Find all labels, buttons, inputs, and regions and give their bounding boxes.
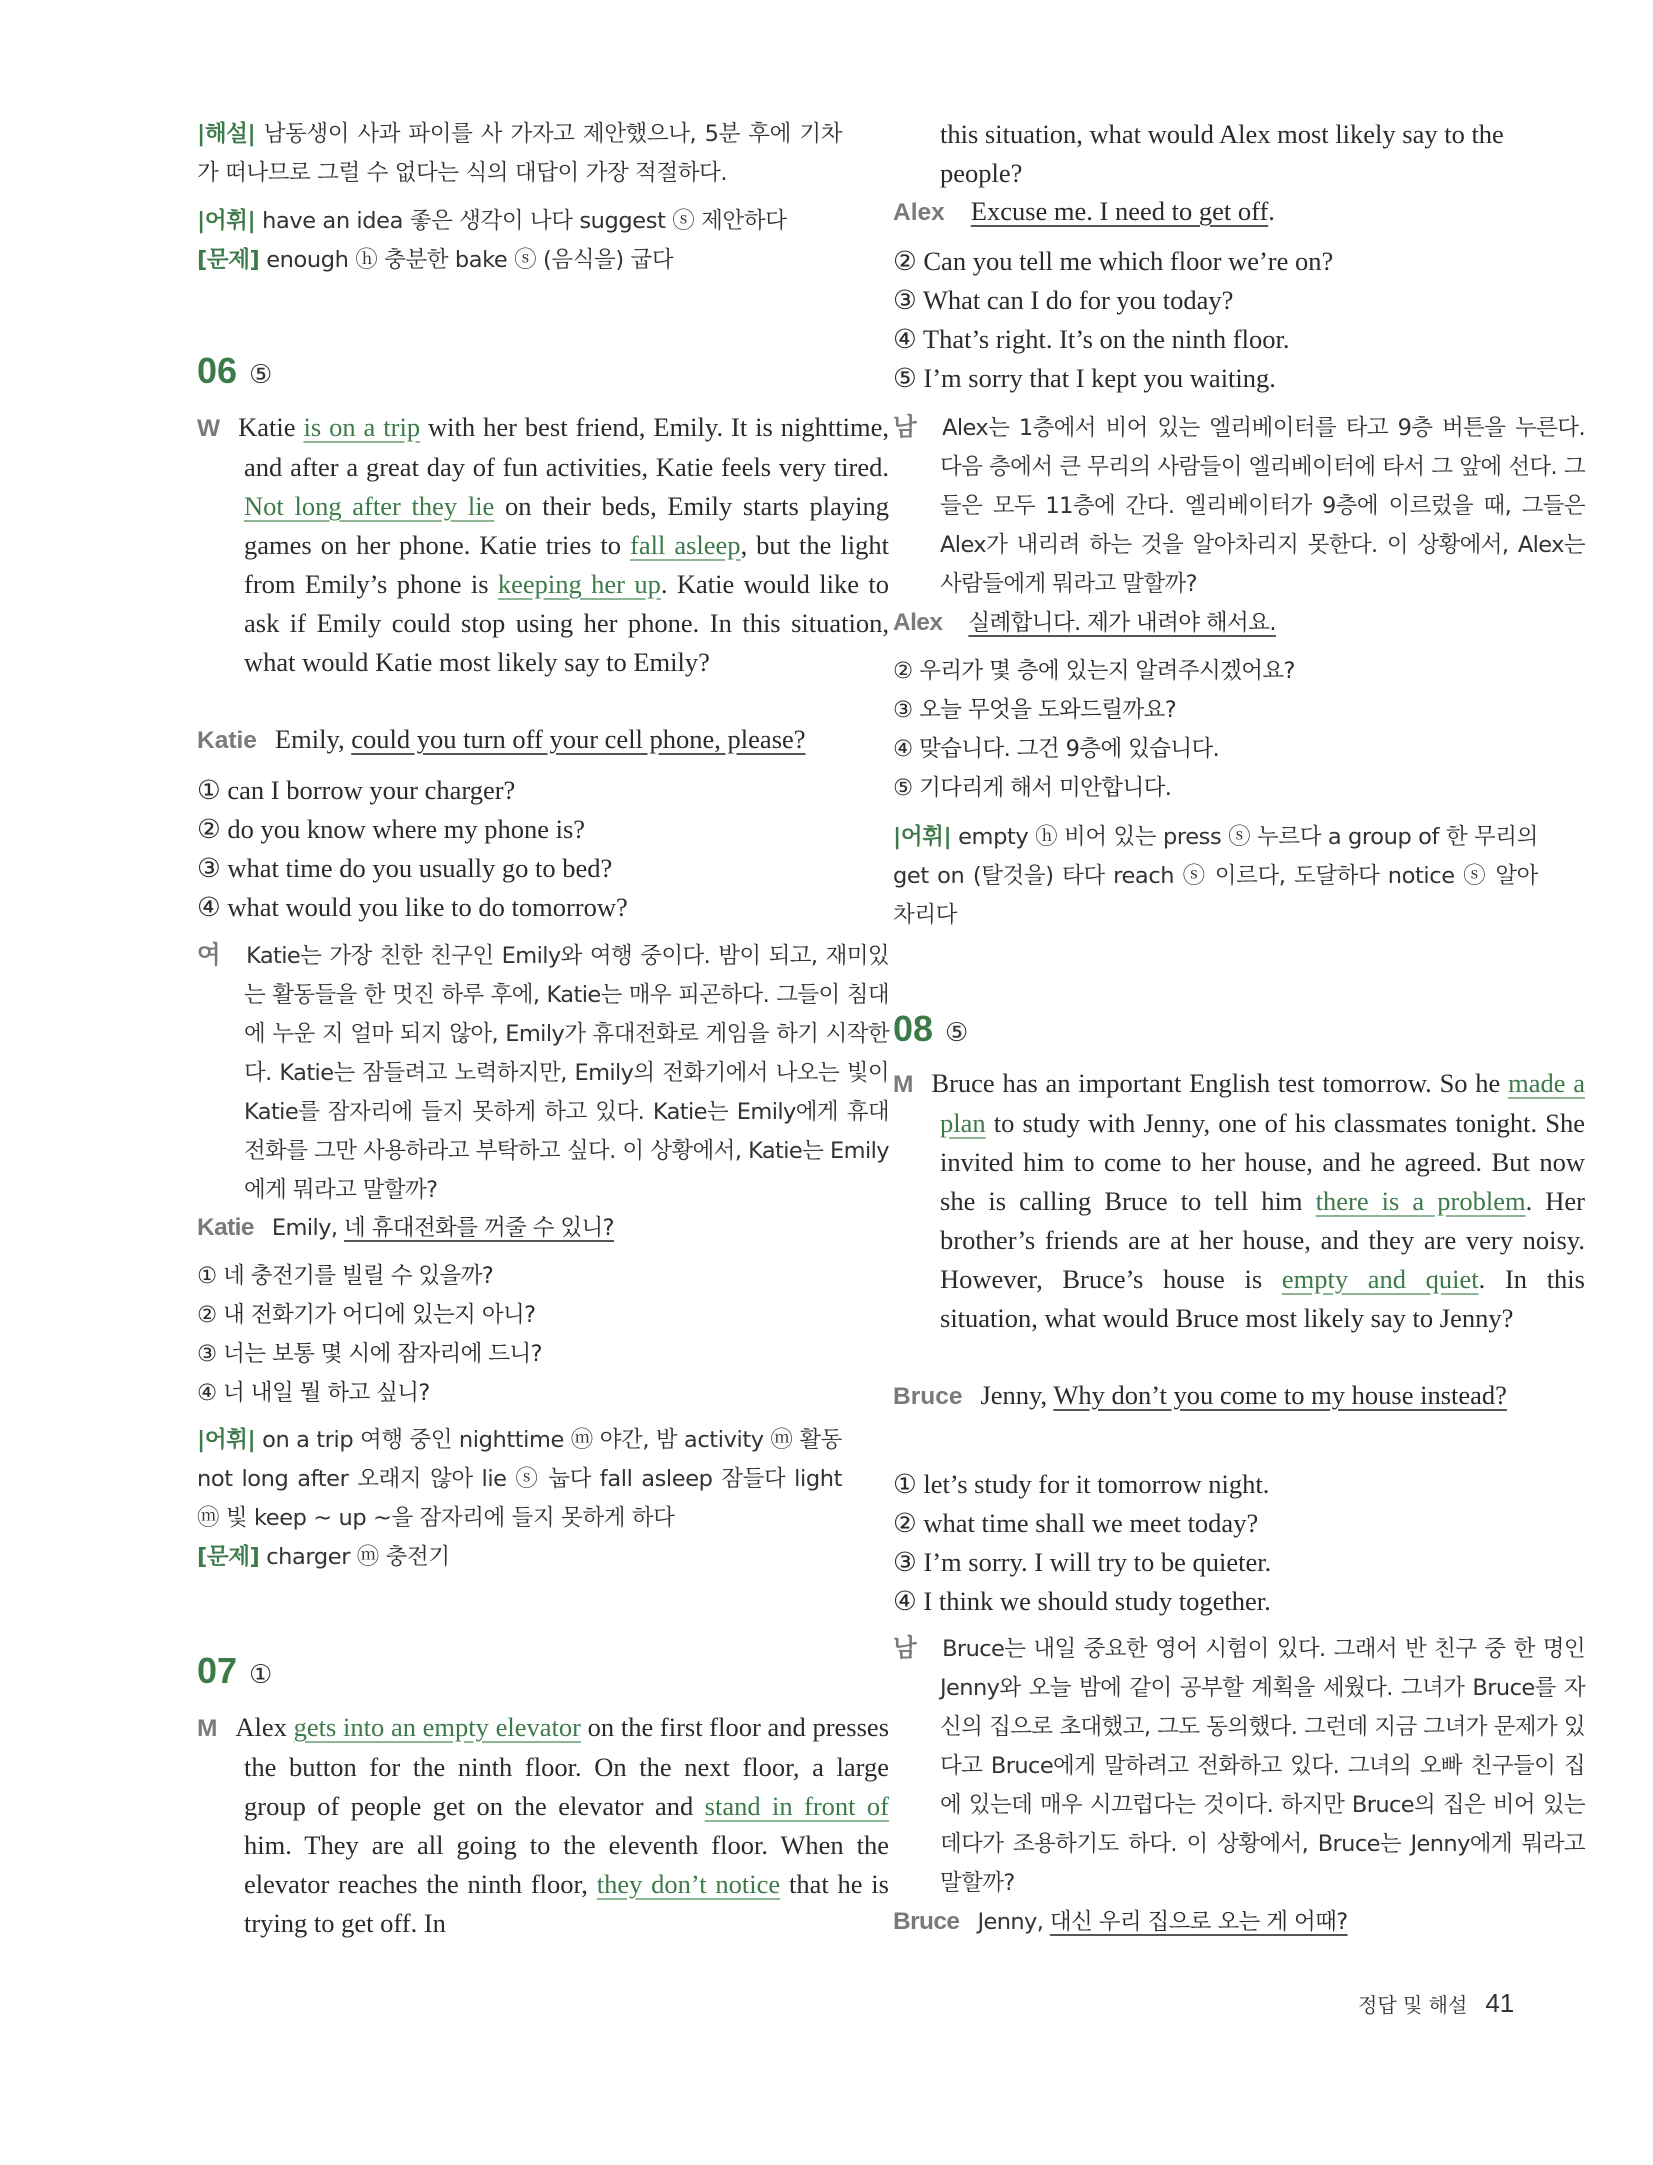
vocab-question-label: [문제] xyxy=(197,1544,260,1570)
speaker-label: Alex xyxy=(893,199,945,226)
script-07 xyxy=(197,1708,889,1943)
response-text: . xyxy=(1268,196,1275,226)
question-number: 06 xyxy=(197,350,238,391)
choice-item: ② do you know where my phone is? xyxy=(197,814,586,844)
question-header-07 xyxy=(197,1650,842,1692)
blank-answer: fall asleep xyxy=(630,530,741,560)
response-answer: 네 휴대전화를 꺼줄 수 있니? xyxy=(343,1215,615,1241)
answer-mark: ⑤ xyxy=(249,360,273,390)
speaker-label: M xyxy=(893,1071,914,1098)
blank-answer: is on a trip xyxy=(303,412,421,442)
speaker-label: Bruce xyxy=(893,1908,960,1935)
script-text: Katie xyxy=(238,412,304,442)
translation-text: Bruce는 내일 중요한 영어 시험이 있다. 그래서 반 친구 중 한 명인 Jenny와 오늘 밤에 같이 공부할 계획을 세웠다. 그녀가 Bruce를 자신의 집으로 초대했고, 그도 동의했다. 그런데 지금 그녀가 문제가 있다고 Bruce에게 말하려고 전화하고 있다. 그녀의 오빠 친구들이 집에 있는데 매우 시끄럽다는 것이다. 하지만 Bruce의 집은 비어 있는데다가 조용하기도 하다. 이 상황에서, Bruce는 Jenny에게 뭐라고 말할까? xyxy=(940,1636,1585,1896)
script-text: him. They are all going to the eleventh floor. When the elevator reaches the ninth floor, xyxy=(244,1830,889,1899)
vocab-block-07 xyxy=(893,818,1538,935)
script-text: on their beds, Emily starts playing games on her phone. Katie tries to xyxy=(244,491,889,560)
choice-item: ① 네 충전기를 빌릴 수 있을까? xyxy=(197,1263,494,1289)
response-08 xyxy=(893,1376,1585,1416)
vocab-block-06 xyxy=(197,1421,842,1577)
vocab-text: on a trip 여행 중인 nighttime ⓜ 야간, 밤 activity ⓜ 활동 not long after 오래지 않아 lie ⓢ 눕다 fall asleep 잠들다 light ⓜ 빛 keep ~ up ~을 잠자리에 들지 못하게 하다 xyxy=(197,1427,842,1531)
script-text: that he is trying to get off. In xyxy=(244,1869,889,1938)
response-text: Emily, xyxy=(274,724,352,754)
speaker-label: M xyxy=(197,1715,218,1742)
vocab-text: have an idea 좋은 생각이 나다 suggest ⓢ 제안하다 xyxy=(262,208,787,234)
script-text: this situation, what would Alex most likely say to the people? xyxy=(940,119,1504,188)
choice-item: ② 내 전화기가 어디에 있는지 아니? xyxy=(197,1302,536,1328)
translation-response-08 xyxy=(893,1902,1538,1942)
vocab-question-label: [문제] xyxy=(197,247,260,273)
blank-answer: there is a problem xyxy=(1315,1186,1526,1216)
blank-answer: made a plan xyxy=(940,1068,1585,1138)
speaker-label: Bruce xyxy=(893,1383,963,1410)
choice-item: ② 우리가 몇 층에 있는지 알려주시겠어요? xyxy=(893,658,1295,684)
translation-07 xyxy=(893,408,1585,604)
page-footer xyxy=(1358,1988,1528,2019)
blank-answer: empty and quiet xyxy=(1281,1264,1479,1294)
translation-choices-06 xyxy=(197,1257,842,1413)
blank-answer: gets into an empty elevator xyxy=(293,1712,581,1742)
choice-item: ④ 맞습니다. 그건 9층에 있습니다. xyxy=(893,736,1220,762)
response-answer: Why don’t you come to my house instead? xyxy=(1053,1380,1507,1410)
script-text: with her best friend, Emily. It is nighttime, and after a great day of fun activities, Katie feels very tired. xyxy=(244,412,889,482)
vocab-question-text: enough ⓗ 충분한 bake ⓢ (음식을) 굽다 xyxy=(266,247,674,273)
script-08 xyxy=(893,1064,1585,1338)
translation-response-06 xyxy=(197,1208,842,1248)
response-answer: could you turn off your cell phone, please? xyxy=(351,724,806,754)
vocab-question-text: charger ⓜ 충전기 xyxy=(266,1544,450,1570)
speaker-label: 남 xyxy=(893,1635,917,1662)
speaker-label: W xyxy=(197,415,221,442)
script-text: Alex xyxy=(235,1712,294,1742)
section-label: 정답 및 해설 xyxy=(1358,1993,1468,2017)
script-text: . Katie would like to ask if Emily could stop using her phone. In this situation, what would Katie most likely say to Emily? xyxy=(244,569,889,677)
question-header-08 xyxy=(893,1008,1538,1050)
response-answer: 대신 우리 집으로 오는 게 어때? xyxy=(1049,1909,1348,1935)
response-answer: 실례합니다. 제가 내려야 해서요. xyxy=(968,610,1276,636)
choice-item: ③ 오늘 무엇을 도와드릴까요? xyxy=(893,697,1177,723)
translation-06 xyxy=(197,936,889,1210)
choice-item: ① can I borrow your charger? xyxy=(197,775,516,805)
blank-answer: Not long after they lie xyxy=(244,491,495,521)
translation-response-07 xyxy=(893,603,1538,643)
script-text: Bruce has an important English test tomorrow. So he xyxy=(931,1068,1509,1098)
answer-mark: ① xyxy=(249,1660,273,1690)
choice-item: ③ I’m sorry. I will try to be quieter. xyxy=(893,1547,1272,1577)
speaker-label: Alex xyxy=(893,609,943,636)
translation-08 xyxy=(893,1629,1585,1903)
choice-item: ④ I think we should study together. xyxy=(893,1586,1271,1616)
script-text: , but the light from Emily’s phone is xyxy=(244,530,890,599)
translation-text: Katie는 가장 친한 친구인 Emily와 여행 중이다. 밤이 되고, 재미있는 활동들을 한 멋진 하루 후에, Katie는 매우 피곤하다. 그들이 침대에 누운 지 얼마 되지 않아, Emily가 휴대전화로 게임을 하기 시작한다. Katie는 잠들려고 노력하지만, Emily의 전화기에서 나오는 빛이 Katie를 잠자리에 들지 못하게 하고 있다. Katie는 Emily에게 휴대전화를 그만 사용하라고 부탁하고 싶다. 이 상황에서, Katie는 Emily에게 뭐라고 말할까? xyxy=(244,943,889,1203)
blank-answer: they don’t notice xyxy=(596,1869,781,1899)
choices-07 xyxy=(893,242,1538,398)
vocab-label: |어휘| xyxy=(197,208,256,234)
choice-item: ⑤ I’m sorry that I kept you waiting. xyxy=(893,363,1276,393)
response-text: Jenny, xyxy=(980,1380,1054,1410)
choice-item: ⑤ 기다리게 해서 미안합니다. xyxy=(893,775,1172,801)
script-text: . In this situation, what would Bruce most likely say to Jenny? xyxy=(940,1264,1585,1333)
response-07 xyxy=(893,192,1538,232)
explanation-label: |해설| xyxy=(197,121,256,147)
page-number: 41 xyxy=(1485,1988,1515,2018)
question-header-06 xyxy=(197,350,842,392)
vocab-label: |어휘| xyxy=(893,824,952,850)
choice-item: ③ what time do you usually go to bed? xyxy=(197,853,613,883)
choice-item: ① let’s study for it tomorrow night. xyxy=(893,1469,1270,1499)
blank-answer: stand in front of xyxy=(704,1791,889,1821)
explanation-text: 남동생이 사과 파이를 사 가자고 제안했으나, 5분 후에 기차가 떠나므로 그럴 수 없다는 식의 대답이 가장 적절하다. xyxy=(197,121,842,186)
choice-item: ③ 너는 보통 몇 시에 잠자리에 드니? xyxy=(197,1341,542,1367)
vocab-label: |어휘| xyxy=(197,1427,256,1453)
choice-item: ② what time shall we meet today? xyxy=(893,1508,1259,1538)
translation-choices-07 xyxy=(893,652,1538,808)
translation-text: Alex는 1층에서 비어 있는 엘리베이터를 타고 9층 버튼을 누른다. 다음 층에서 큰 무리의 사람들이 엘리베이터에 타서 그 앞에 선다. 그들은 모두 11층에 간다. 엘리베이터가 9층에 이르렀을 때, 그들은 Alex가 내리려 하는 것을 알아차리지 못한다. 이 상황에서, Alex는 사람들에게 뭐라고 말할까? xyxy=(940,415,1585,597)
question-number: 08 xyxy=(893,1008,934,1049)
vocab-text: empty ⓗ 비어 있는 press ⓢ 누르다 a group of 한 무리의 get on (탈것을) 타다 reach ⓢ 이르다, 도달하다 notice ⓢ 알아차리다 xyxy=(893,824,1538,928)
script-text: on the first floor and presses the button for the ninth floor. On the next floor, a large group of people get on the elevator and xyxy=(244,1712,890,1821)
choice-item: ④ 너 내일 뭘 하고 싶니? xyxy=(197,1380,430,1406)
speaker-label: Katie xyxy=(197,1214,254,1241)
choice-item: ② Can you tell me which floor we’re on? xyxy=(893,246,1334,276)
explanation-block xyxy=(197,115,842,193)
response-text: Emily, xyxy=(271,1215,344,1241)
choices-08 xyxy=(893,1465,1538,1621)
choice-item: ④ That’s right. It’s on the ninth floor. xyxy=(893,324,1290,354)
response-06 xyxy=(197,720,842,760)
script-text: to study with Jenny, one of his classmates tonight. She invited him to come to her house, and he agreed. But now she is calling Bruce to tell him xyxy=(940,1108,1585,1216)
script-text: . Her brother’s friends are at her house, and they are very noisy. However, Bruce’s house is xyxy=(940,1186,1586,1294)
answer-mark: ⑤ xyxy=(945,1018,969,1048)
speaker-label: Katie xyxy=(197,727,257,754)
speaker-label: 남 xyxy=(893,414,917,441)
choice-item: ③ What can I do for you today? xyxy=(893,285,1234,315)
question-number: 07 xyxy=(197,1650,238,1691)
choices-06 xyxy=(197,771,842,927)
script-06 xyxy=(197,408,889,682)
blank-answer: keeping her up xyxy=(497,569,661,599)
response-text: Jenny, xyxy=(977,1909,1050,1935)
choice-item: ④ what would you like to do tomorrow? xyxy=(197,892,628,922)
response-answer: Excuse me. I need to get off xyxy=(970,196,1269,226)
script-07-continued xyxy=(893,115,1585,193)
speaker-label: 여 xyxy=(197,942,221,969)
vocab-block-05 xyxy=(197,202,842,280)
